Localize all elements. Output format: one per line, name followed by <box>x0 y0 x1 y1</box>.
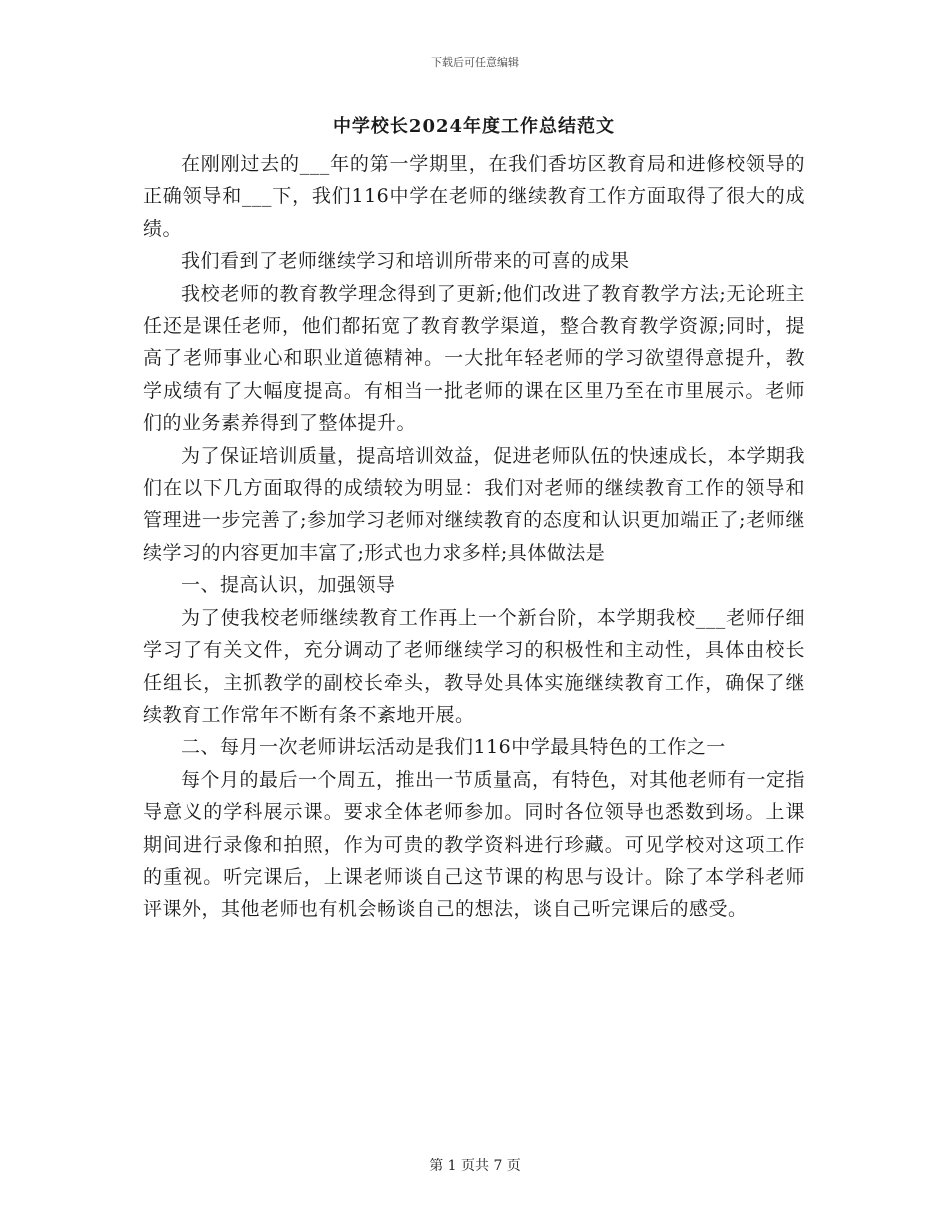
paragraph: 在刚刚过去的___年的第一学期里，在我们香坊区教育局和进修校领导的正确领导和___下，我们116中学在老师的继续教育工作方面取得了很大的成绩。 <box>143 153 805 240</box>
paragraph: 我校老师的教育教学理念得到了更新;他们改进了教育教学方法;无论班主任还是课任老师，他们都拓宽了教育教学渠道，整合教育教学资源;同时，提高了老师事业心和职业道德精神。一大批年轻老师的学习欲望得意提升，教学成绩有了大幅度提高。有相当一批老师的课在区里乃至在市里展示。老师们的业务素养得到了整体提升。 <box>143 282 805 435</box>
paragraph: 每个月的最后一个周五，推出一节质量高，有特色，对其他老师有一定指导意义的学科展示课。要求全体老师参加。同时各位领导也悉数到场。上课期间进行录像和拍照，作为可贵的教学资料进行珍藏。可见学校对这项工作的重视。听完课后，上课老师谈自己这节课的构思与设计。除了本学科老师评课外，其他老师也有机会畅谈自己的想法，谈自己听完课后的感受。 <box>143 768 806 921</box>
paragraph: 为了使我校老师继续教育工作再上一个新台阶，本学期我校___老师仔细学习了有关文件，充分调动了老师继续学习的积极性和主动性，具体由校长任组长，主抓教学的副校长牵头，教导处具体实施继续教育工作，确保了继续教育工作常年不断有条不紊地开展。 <box>143 606 805 726</box>
paragraph: 我们看到了老师继续学习和培训所带来的可喜的成果 <box>181 250 630 273</box>
document-title: 中学校长2024年度工作总结范文 <box>332 116 616 137</box>
paragraph: 为了保证培训质量，提高培训效益，促进老师队伍的快速成长，本学期我们在以下几方面取得的成绩较为明显：我们对老师的继续教育工作的领导和管理进一步完善了;参加学习老师对继续教育的态度和认识更加端正了;老师继续学习的内容更加丰富了;形式也力求多样;具体做法是 <box>143 444 806 564</box>
header-note: 下载后可任意编辑 <box>431 56 519 69</box>
section-heading: 二、每月一次老师讲坛活动是我们116中学最具特色的工作之一 <box>181 736 726 759</box>
section-heading: 一、提高认识，加强领导 <box>181 574 396 597</box>
page-footer: 第 1 页共 7 页 <box>429 1158 521 1174</box>
document-body <box>143 112 805 926</box>
